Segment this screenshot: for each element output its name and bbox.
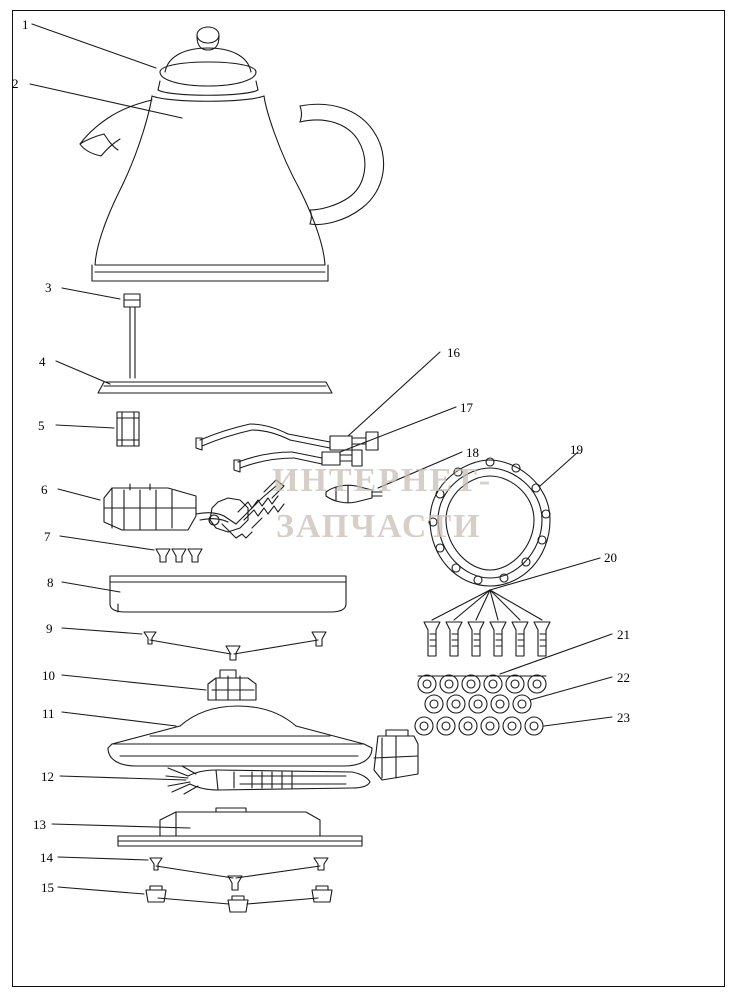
leader-1 — [32, 24, 156, 68]
callout-2: 2 — [12, 76, 19, 91]
callout-22: 22 — [617, 670, 630, 685]
leader-3 — [62, 288, 120, 299]
leader-10 — [62, 675, 206, 690]
leader-11 — [62, 712, 176, 726]
callout-23: 23 — [617, 710, 630, 725]
callout-20: 20 — [604, 550, 617, 565]
part-bottom-screws — [150, 858, 328, 890]
leader-2 — [30, 84, 182, 118]
callout-12: 12 — [41, 769, 54, 784]
leader-17 — [340, 407, 456, 452]
callout-15: 15 — [41, 880, 54, 895]
leader-21 — [500, 634, 612, 674]
callout-21: 21 — [617, 627, 630, 642]
callout-3: 3 — [45, 280, 52, 295]
callout-9: 9 — [46, 621, 53, 636]
leader-20-d — [476, 590, 490, 620]
part-steam-tube — [124, 294, 140, 378]
part-rubber-feet — [146, 886, 332, 912]
callout-11: 11 — [42, 706, 55, 721]
part-kettle-body — [80, 96, 384, 281]
part-washers-row — [418, 675, 546, 693]
leader-15 — [58, 887, 144, 894]
part-connector-block — [208, 670, 256, 700]
watermark-line-2: ЗАПЧАСТИ — [276, 508, 482, 545]
part-small-screws-set — [156, 549, 202, 562]
part-upper-plate — [98, 382, 332, 393]
callout-14: 14 — [40, 850, 53, 865]
part-base-ring — [110, 576, 346, 612]
callout-19: 19 — [570, 442, 583, 457]
callout-4: 4 — [39, 354, 46, 369]
leader-20-c — [454, 590, 490, 620]
leader-6 — [58, 489, 100, 500]
callout-13: 13 — [33, 817, 46, 832]
leader-5 — [56, 425, 114, 428]
part-power-cord — [166, 766, 370, 794]
leader-9 — [62, 628, 142, 634]
part-heating-base — [108, 706, 418, 780]
watermark-line-1: ИНТЕРНЕТ- — [272, 462, 493, 499]
callout-18: 18 — [466, 445, 479, 460]
callout-10: 10 — [42, 668, 55, 683]
callout-17: 17 — [460, 400, 473, 415]
leader-7 — [60, 536, 154, 550]
part-wire-harness-upper — [196, 424, 378, 450]
callout-6: 6 — [41, 482, 48, 497]
part-long-screws-row — [424, 622, 550, 656]
leader-22 — [530, 677, 612, 700]
part-switch-block — [117, 412, 139, 446]
part-screws-row — [144, 632, 326, 660]
leader-19 — [540, 452, 578, 486]
part-thermostat-assembly — [104, 480, 284, 538]
callout-1: 1 — [22, 17, 29, 32]
leader-23 — [544, 717, 612, 726]
leader-13 — [52, 824, 190, 828]
part-lid-knob — [158, 27, 258, 95]
leader-20-b — [432, 590, 490, 620]
callout-5: 5 — [38, 418, 45, 433]
leader-16 — [348, 352, 440, 436]
leader-4 — [56, 361, 110, 384]
leader-8 — [62, 582, 120, 592]
leader-20-a — [490, 558, 600, 590]
callout-7: 7 — [44, 529, 51, 544]
part-nuts-row-lower — [415, 717, 543, 735]
callout-16: 16 — [447, 345, 460, 360]
part-nuts-row-upper — [425, 695, 531, 713]
leader-14 — [58, 857, 148, 860]
callout-8: 8 — [47, 575, 54, 590]
